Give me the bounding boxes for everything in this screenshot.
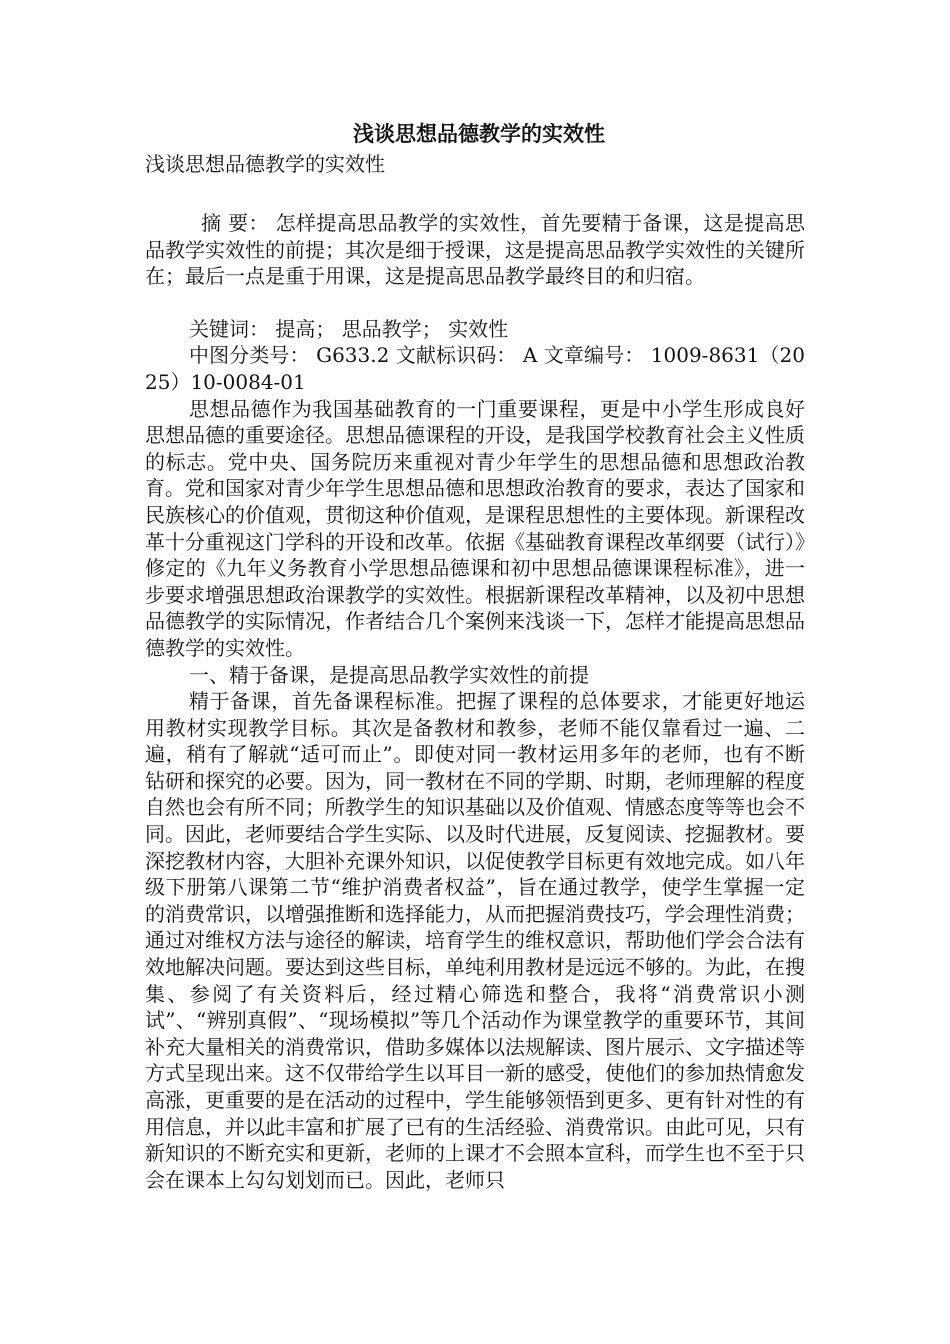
classification-line: 中图分类号： G633.2 文献标识码： A 文章编号： 1009-8631（2025）10-0084-01 [145, 343, 805, 394]
document-title: 浅谈思想品德教学的实效性 [353, 121, 605, 146]
keywords-line: 关键词： 提高； 思品教学； 实效性 [189, 316, 509, 341]
document-subtitle: 浅谈思想品德教学的实效性 [145, 152, 385, 176]
abstract-paragraph: 摘 要： 怎样提高思品教学的实效性，首先要精于备课，这是提高思品教学实效性的前提；其次是细于授课，这是提高思品教学实效性的关键所在；最后一点是重于用课，这是提高思品教学最终目的和归宿。 [145, 211, 805, 289]
body-paragraph-section-1: 精于备课，首先备课程标准。把握了课程的总体要求，才能更好地运用教材实现教学目标。其次是备教材和教参，老师不能仅靠看过一遍、二遍，稍有了解就“适可而止”。即使对同一教材运用多年的老师，也有不断钻研和探究的必要。因为，同一教材在不同的学期、时期，老师理解的程度自然也会有所不同；所教学生的知识基础以及价值观、情感态度等等也会不同。因此，老师要结合学生实际、以及时代进展，反复阅读、挖掘教材。要深挖教材内容，大胆补充课外知识，以促使教学目标更有效地完成。如八年级下册第八课第二节“维护消费者权益”，旨在通过教学，使学生掌握一定的消费常识，以增强推断和选择能力，从而把握消费技巧，学会理性消费；通过对维权方法与途径的解读，培育学生的维权意识，帮助他们学会合法有效地解决问题。要达到这些目标，单纯利用教材是远远不够的。为此，在搜集、参阅了有关资料后，经过精心筛选和整合，我将“消费常识小测试”、“辨别真假”、“现场模拟”等几个活动作为课堂教学的重要环节，其间补充大量相关的消费常识，借助多媒体以法规解读、图片展示、文字描述等方式呈现出来。这不仅带给学生以耳目一新的感受，使他们的参加热情愈发高涨，更重要的是在活动的过程中，学生能够领悟到更多、更有针对性的有用信息，并以此丰富和扩展了已有的生活经验、消费常识。由此可见，只有新知识的不断充实和更新，老师的上课才不会照本宣科，而学生也不至于只会在课本上勾勾划划而已。因此，老师只 [145, 689, 805, 1192]
document-page [145, 118, 805, 1193]
body-paragraph-intro: 思想品德作为我国基础教育的一门重要课程，更是中小学生形成良好思想品德的重要途径。思想品德课程的开设，是我国学校教育社会主义性质的标志。党中央、国务院历来重视对青少年学生的思想品德和思想政治教育。党和国家对青少年学生思想品德和思想政治教育的要求，表达了国家和民族核心的价值观，贯彻这种价值观，是课程思想性的主要体现。新课程改革十分重视这门学科的开设和改革。依据《基础教育课程改革纲要（试行）》修定的《九年义务教育小学思想品德课和初中思想品德课课程标准》，进一步要求增强思想政治课教学的实效性。根据新课程改革精神，以及初中思想品德教学的实际情况，作者结合几个案例来浅谈一下，怎样才能提高思想品德教学的实效性。 [145, 396, 805, 660]
section-heading-1: 一、精于备课，是提高思品教学实效性的前提 [189, 662, 589, 687]
